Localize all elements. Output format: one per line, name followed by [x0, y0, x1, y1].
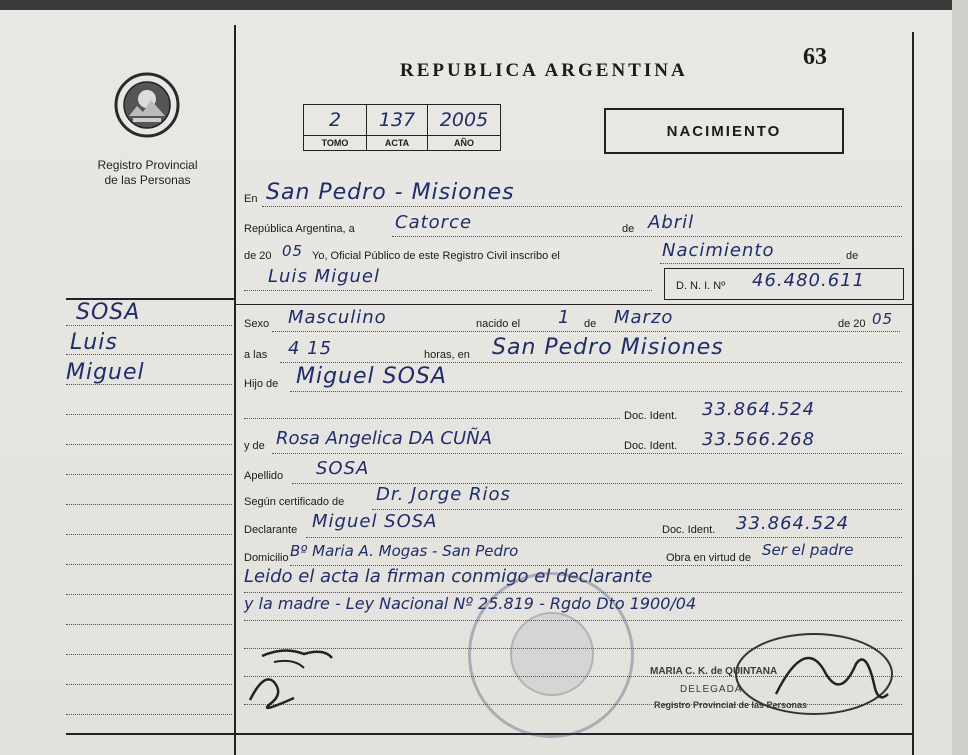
- place-value: San Pedro - Misiones: [266, 180, 515, 205]
- line-sex: [272, 331, 900, 332]
- ano-label: AÑO: [428, 136, 501, 151]
- label-doc-ident-mother: Doc. Ident.: [624, 440, 678, 452]
- margin-line: [66, 654, 232, 655]
- father-value: Miguel SOSA: [296, 364, 447, 389]
- day-value: Catorce: [395, 212, 473, 233]
- label-de-end: de: [846, 250, 859, 262]
- birth-day-value: 1: [558, 307, 571, 328]
- line-name: [244, 290, 652, 291]
- birth-place-value: San Pedro Misiones: [492, 335, 724, 360]
- margin-line: [66, 325, 232, 326]
- line-date: [392, 236, 902, 237]
- ano-value: 2005: [428, 105, 501, 136]
- line-inscribe: [660, 263, 840, 264]
- label-doc-ident-father: Doc. Ident.: [624, 410, 678, 422]
- margin-line: [66, 474, 232, 475]
- margin-line: [66, 384, 232, 385]
- hour-value: 4 15: [288, 338, 333, 359]
- line-father-2: [244, 418, 620, 419]
- margin-middle-name: Miguel: [66, 360, 145, 385]
- line-hour: [280, 362, 902, 363]
- label-apellido: Apellido: [244, 470, 284, 482]
- label-a-las: a las: [244, 349, 268, 361]
- label-de: de: [622, 223, 635, 235]
- declarant-value: Miguel SOSA: [312, 511, 438, 532]
- scan-right-edge: [952, 0, 968, 755]
- label-hijo-de: Hijo de: [244, 378, 279, 390]
- inscribe-value: Nacimiento: [662, 240, 775, 261]
- acta-label: ACTA: [367, 136, 428, 151]
- margin-line: [66, 564, 232, 565]
- margin-line: [66, 414, 232, 415]
- divider-right: [912, 32, 914, 755]
- margin-line: [66, 504, 232, 505]
- margin-line: [66, 594, 232, 595]
- registry-label-line2: de las Personas: [104, 173, 191, 187]
- margin-line: [66, 534, 232, 535]
- label-declarante: Declarante: [244, 524, 298, 536]
- label-obra: Obra en virtud de: [666, 552, 751, 564]
- tomo-label: TOMO: [304, 136, 367, 151]
- label-y-de: y de: [244, 440, 265, 452]
- sex-value: Masculino: [288, 307, 387, 328]
- surname-value: SOSA: [316, 458, 370, 479]
- address-value: Bº Maria A. Mogas - San Pedro: [290, 542, 519, 560]
- mother-doc-value: 33.566.268: [702, 429, 816, 450]
- label-domicilio: Domicilio: [244, 552, 289, 564]
- label-segun: Según certificado de: [244, 496, 345, 508]
- line-father: [290, 391, 902, 392]
- divider-left: [234, 25, 236, 755]
- by-virtue-value: Ser el padre: [762, 541, 854, 559]
- margin-line: [66, 444, 232, 445]
- document-title: REPUBLICA ARGENTINA: [400, 60, 688, 81]
- label-republica: República Argentina, a: [244, 223, 355, 235]
- dni-value: 46.480.611: [752, 270, 866, 291]
- label-dni: D. N. I. Nº: [676, 280, 726, 292]
- line-place: [262, 206, 902, 207]
- label-sexo: Sexo: [244, 318, 270, 330]
- margin-line: [66, 354, 232, 355]
- declarant-signature-icon: [244, 642, 334, 718]
- acta-value: 137: [367, 105, 428, 136]
- margin-bottom-rule: [66, 733, 234, 735]
- child-name-value: Luis Miguel: [268, 266, 380, 287]
- registry-label-line1: Registro Provincial: [97, 158, 198, 172]
- margin-surname: SOSA: [76, 300, 141, 325]
- margin-line: [66, 624, 232, 625]
- official-office: Registro Provincial de las Personas: [654, 700, 808, 710]
- label-doc-ident-declarant: Doc. Ident.: [662, 524, 716, 536]
- note-line-2: y la madre - Ley Nacional Nº 25.819 - Rgdo Dto 1900/04: [244, 594, 697, 613]
- rule-after-name: [236, 304, 912, 305]
- act-type-box: NACIMIENTO: [604, 108, 844, 154]
- official-role: DELEGADA: [680, 684, 743, 695]
- label-nacido-el: nacido el: [476, 318, 521, 330]
- month-value: Abril: [648, 212, 695, 233]
- label-horas-en: horas, en: [424, 349, 470, 361]
- label-de-20-b: de 20: [838, 318, 866, 330]
- note-line-1: Leido el acta la firman conmigo el declarante: [244, 566, 653, 587]
- year-value: 05: [282, 242, 304, 260]
- official-name: MARIA C. K. de QUINTANA: [650, 666, 778, 677]
- birth-year-value: 05: [872, 310, 894, 328]
- page-number: 63: [803, 44, 827, 70]
- margin-line: [66, 714, 232, 715]
- label-de-20: de 20: [244, 250, 272, 262]
- margin-first-name: Luis: [70, 330, 118, 355]
- scan-top-edge: [0, 0, 968, 10]
- declarant-doc-value: 33.864.524: [736, 513, 850, 534]
- birth-month-value: Marzo: [614, 307, 674, 328]
- label-de-month: de: [584, 318, 597, 330]
- label-en: En: [244, 193, 258, 205]
- mother-value: Rosa Angelica DA CUÑA: [276, 428, 492, 449]
- line-declarant: [306, 537, 902, 538]
- label-yo-oficial: Yo, Oficial Público de este Registro Civil inscribo el: [312, 250, 560, 262]
- certificate-value: Dr. Jorge Rios: [376, 484, 511, 505]
- registry-number-table: [303, 104, 501, 151]
- stamp-center-icon: [510, 612, 594, 696]
- line-certificate: [372, 509, 902, 510]
- tomo-value: 2: [304, 105, 367, 136]
- provincial-seal-icon: [113, 68, 181, 142]
- margin-line: [66, 684, 232, 685]
- father-doc-value: 33.864.524: [702, 399, 816, 420]
- line-mother: [272, 453, 902, 454]
